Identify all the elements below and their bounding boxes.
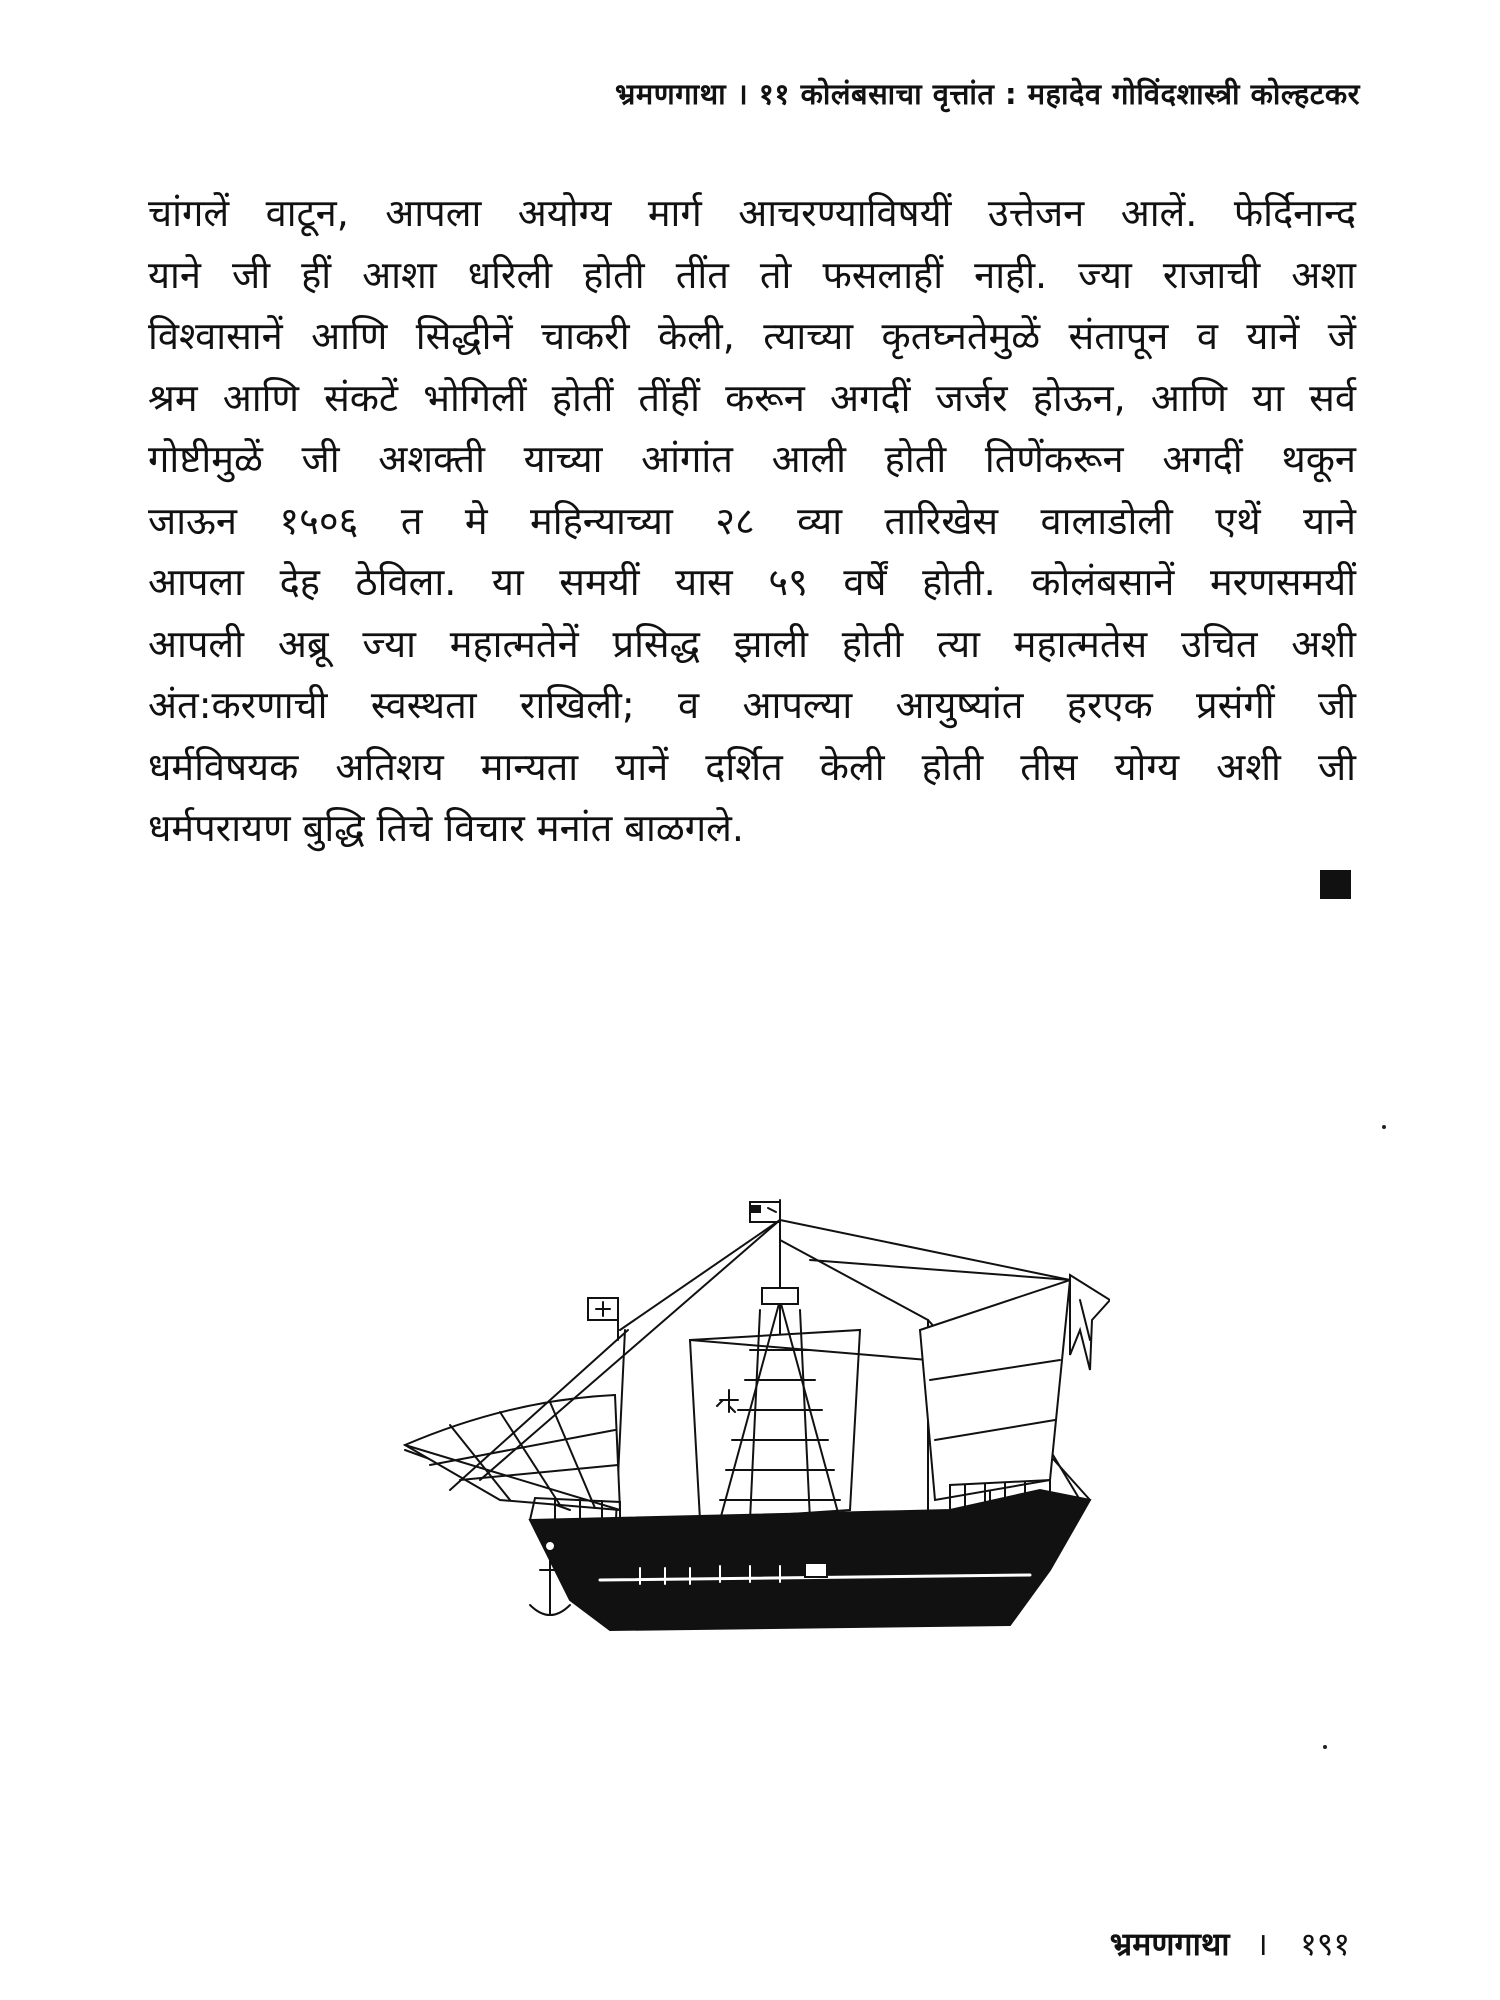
running-header: भ्रमणगाथा । ११ कोलंबसाचा वृत्तांत : महादेव गोविंदशास्त्री कोल्हटकर	[615, 77, 1360, 111]
text-line: चांगलें वाटून, आपला अयोग्य मार्ग आचरण्याविषयीं उत्तेजन आलें. फेर्दिनान्द	[148, 191, 1356, 235]
body-paragraph	[148, 183, 1356, 860]
page-footer	[1110, 1922, 1350, 1965]
speck	[1382, 1125, 1386, 1129]
end-of-section-mark	[1320, 870, 1351, 899]
text-line: धर्मविषयक अतिशय मान्यता यानें दर्शित केली होती तीस योग्य अशी जी	[148, 744, 1356, 789]
text-line: गोष्टीमुळें जी अशक्ती याच्या आंगांत आली होती तिणेंकरून अगदीं थकून	[148, 437, 1356, 481]
text-line: धर्मपरायण बुद्धि तिचे विचार मनांत बाळगले.	[148, 806, 744, 850]
text-line: जाऊन १५०६ त मे महिन्याच्या २८ व्या तारिखेस वालाडोली एथें याने	[148, 498, 1356, 543]
page-number: १९१	[1300, 1925, 1350, 1963]
speck	[1323, 1745, 1327, 1749]
text-line: आपली अब्रू ज्या महात्मतेनें प्रसिद्ध झाली होती त्या महात्मतेस उचित अशी	[148, 621, 1356, 666]
text-line: श्रम आणि संकटें भोगिलीं होतीं तींहीं करून अगदीं जर्जर होऊन, आणि या सर्व	[148, 375, 1356, 420]
footer-separator: ।	[1255, 1925, 1268, 1963]
text-line: आपला देह ठेविला. या समयीं यास ५९ वर्षें होती. कोलंबसानें मरणसमयीं	[148, 560, 1356, 604]
text-line: विश्वासानें आणि सिद्धीनें चाकरी केली, त्याच्या कृतघ्नतेमुळें संतापून व यानें जें	[148, 314, 1356, 358]
footer-book-title: भ्रमणगाथा	[1109, 1925, 1230, 1963]
text-line: अंत:करणाची स्वस्थता राखिली; व आपल्या आयुष्यांत हरएक प्रसंगीं जी	[148, 683, 1356, 727]
ship-illustration	[390, 1180, 1110, 1650]
text-line: याने जी हीं आशा धरिली होती तींत तो फसलाहीं नाही. ज्या राजाची अशा	[148, 252, 1356, 297]
